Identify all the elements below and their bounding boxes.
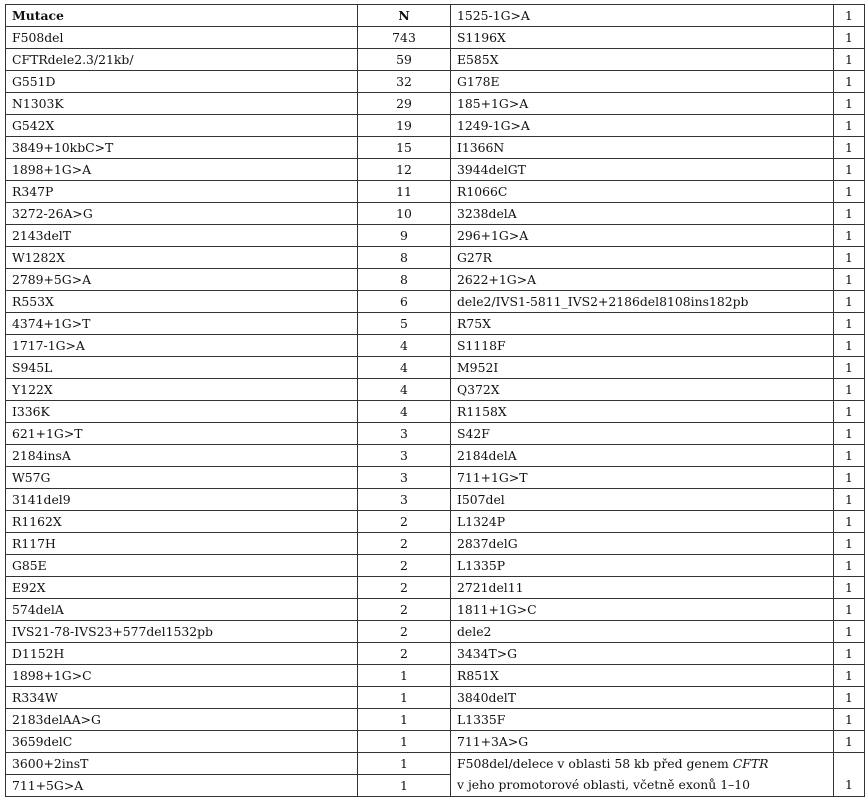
table-cell-n: 9 (358, 225, 451, 247)
table-row (6, 555, 865, 577)
table-cell-mutation: 3272-26A>G (6, 203, 358, 225)
table-cell-n: 1 (834, 159, 865, 181)
table-cell-mutation: 2143delT (6, 225, 358, 247)
table-cell-mutation: 2622+1G>A (451, 269, 834, 291)
table-row (6, 489, 865, 511)
table-cell-mutation: G178E (451, 71, 834, 93)
table-cell-mutation: 1249-1G>A (451, 115, 834, 137)
table-cell-mutation: 185+1G>A (451, 93, 834, 115)
table-cell-mutation: dele2/IVS1-5811_IVS2+2186del8108ins182pb (451, 291, 834, 313)
table-cell-n: 1 (834, 115, 865, 137)
table-row (6, 753, 865, 775)
table-row (6, 137, 865, 159)
table-cell-n: 1 (834, 467, 865, 489)
table-cell-mutation: 3238delA (451, 203, 834, 225)
table-cell-n: 1 (834, 49, 865, 71)
table-cell-n: 2 (358, 555, 451, 577)
table-cell-mutation: R334W (6, 687, 358, 709)
table-cell-n: 1 (834, 445, 865, 467)
table-cell-n: 1 (834, 27, 865, 49)
table-row (6, 115, 865, 137)
table-cell-mutation: CFTRdele2.3/21kb/ (6, 49, 358, 71)
table-row (6, 71, 865, 93)
table-cell-n: 1 (834, 643, 865, 665)
table-row (6, 731, 865, 753)
table-cell-mutation: 3434T>G (451, 643, 834, 665)
table-cell-n: 1 (358, 731, 451, 753)
table-row (6, 203, 865, 225)
table-cell-n: 1 (358, 709, 451, 731)
table-cell-n: 2 (358, 643, 451, 665)
table-cell-mutation: Q372X (451, 379, 834, 401)
table-cell-n: 1 (834, 379, 865, 401)
mutation-table (5, 4, 865, 797)
table-cell-mutation: E92X (6, 577, 358, 599)
table-cell-n: 1 (834, 357, 865, 379)
table-row (6, 313, 865, 335)
note-line1-text: F508del/delece v oblasti 58 kb před genem (457, 755, 733, 771)
table-cell-n: 1 (834, 137, 865, 159)
table-row (6, 225, 865, 247)
table-row (6, 269, 865, 291)
table-cell-n: 19 (358, 115, 451, 137)
table-cell-n: 4 (358, 401, 451, 423)
table-cell-n: 10 (358, 203, 451, 225)
table-cell-n: 1 (834, 533, 865, 555)
table-cell-n: 15 (358, 137, 451, 159)
table-cell-mutation: 711+1G>T (451, 467, 834, 489)
table-cell-mutation: R347P (6, 181, 358, 203)
table-cell-mutation: W1282X (6, 247, 358, 269)
table-cell-mutation: N1303K (6, 93, 358, 115)
table-cell-n: 1 (834, 511, 865, 533)
table-row (6, 159, 865, 181)
table-cell-mutation: G27R (451, 247, 834, 269)
table-cell-n: 8 (358, 269, 451, 291)
table-cell-mutation: R851X (451, 665, 834, 687)
table-cell-n: 4 (358, 335, 451, 357)
table-cell-n: 1 (834, 687, 865, 709)
table-cell-note: v jeho promotorové oblasti, včetně exonů 1–10 (451, 775, 834, 797)
table-cell-mutation: 2184insA (6, 445, 358, 467)
table-cell-n: 1 (834, 555, 865, 577)
table-cell-n: 1 (358, 775, 451, 797)
table-cell-mutation: L1335F (451, 709, 834, 731)
table-cell-mutation: 3840delT (451, 687, 834, 709)
table-cell-n: 1 (834, 665, 865, 687)
table-cell-n: 1 (834, 775, 865, 797)
table-cell-mutation: L1335P (451, 555, 834, 577)
table-cell-n: 1 (834, 577, 865, 599)
table-cell-n: 743 (358, 27, 451, 49)
table-cell-mutation: S1196X (451, 27, 834, 49)
table-header-row (6, 5, 865, 27)
table-cell-n: 1 (834, 269, 865, 291)
table-cell-n: 4 (358, 357, 451, 379)
table-cell-n: 1 (834, 731, 865, 753)
table-cell-mutation: 3849+10kbC>T (6, 137, 358, 159)
table-cell-mutation: G542X (6, 115, 358, 137)
table-cell-mutation: dele2 (451, 621, 834, 643)
table-cell-n: 11 (358, 181, 451, 203)
table-cell-n: 1 (834, 225, 865, 247)
table-row (6, 467, 865, 489)
table-cell-n: 1 (834, 93, 865, 115)
table-row (6, 379, 865, 401)
table-cell-n: 1 (834, 5, 865, 27)
table-cell-mutation: 4374+1G>T (6, 313, 358, 335)
table-cell-n: 3 (358, 423, 451, 445)
table-cell-mutation: E585X (451, 49, 834, 71)
table-cell-mutation: I507del (451, 489, 834, 511)
table-cell-mutation: 2721del11 (451, 577, 834, 599)
table-row (6, 27, 865, 49)
table-cell-mutation: S1118F (451, 335, 834, 357)
table-row (6, 665, 865, 687)
table-cell-mutation: R75X (451, 313, 834, 335)
table-cell-n: 4 (358, 379, 451, 401)
table-cell-n: 1 (834, 335, 865, 357)
table-cell-mutation: 3600+2insT (6, 753, 358, 775)
table-cell-mutation: 1525-1G>A (451, 5, 834, 27)
table-cell-n: 1 (834, 203, 865, 225)
table-cell-mutation: R553X (6, 291, 358, 313)
table-row (6, 49, 865, 71)
table-cell-n: 1 (834, 709, 865, 731)
table-cell-n: 1 (358, 665, 451, 687)
table-cell-mutation: R1158X (451, 401, 834, 423)
table-cell-mutation: 3944delGT (451, 159, 834, 181)
table-row (6, 577, 865, 599)
mutation-table-container (5, 4, 865, 797)
table-cell-n: 2 (358, 533, 451, 555)
table-cell-mutation: 621+1G>T (6, 423, 358, 445)
table-cell-mutation: 1898+1G>A (6, 159, 358, 181)
table-cell-n: 1 (834, 71, 865, 93)
table-row (6, 401, 865, 423)
table-cell-n: 3 (358, 467, 451, 489)
table-cell-mutation: 296+1G>A (451, 225, 834, 247)
table-cell-mutation: I1366N (451, 137, 834, 159)
table-row (6, 247, 865, 269)
table-cell-n: 1 (834, 489, 865, 511)
table-cell-mutation: D1152H (6, 643, 358, 665)
table-cell-n: 1 (834, 599, 865, 621)
table-row (6, 291, 865, 313)
table-row (6, 423, 865, 445)
table-cell-mutation: G551D (6, 71, 358, 93)
table-row (6, 511, 865, 533)
table-cell-n: 2 (358, 621, 451, 643)
table-cell-mutation: Y122X (6, 379, 358, 401)
table-row (6, 357, 865, 379)
table-cell-n: 1 (834, 401, 865, 423)
table-cell-mutation: G85E (6, 555, 358, 577)
table-cell-mutation: 3141del9 (6, 489, 358, 511)
table-row (6, 93, 865, 115)
table-row (6, 687, 865, 709)
table-cell-mutation: 711+3A>G (451, 731, 834, 753)
table-cell-mutation: 1717-1G>A (6, 335, 358, 357)
note-gene-name: CFTR (732, 755, 769, 771)
table-row (6, 181, 865, 203)
table-row (6, 709, 865, 731)
table-cell-mutation: 574delA (6, 599, 358, 621)
table-cell-mutation: 2789+5G>A (6, 269, 358, 291)
table-cell-n: 1 (834, 247, 865, 269)
table-cell-n: 1 (834, 291, 865, 313)
table-cell-n: 2 (358, 511, 451, 533)
table-cell-mutation: R117H (6, 533, 358, 555)
table-cell-n: 1 (834, 621, 865, 643)
table-cell-n: 1 (358, 687, 451, 709)
table-cell-mutation: 3659delC (6, 731, 358, 753)
table-cell-mutation: 711+5G>A (6, 775, 358, 797)
mutation-table-body (6, 5, 865, 753)
table-cell-note (451, 753, 834, 775)
table-row (6, 643, 865, 665)
table-cell-n: 12 (358, 159, 451, 181)
table-cell-n: 5 (358, 313, 451, 335)
table-cell-n: 59 (358, 49, 451, 71)
table-cell-mutation: I336K (6, 401, 358, 423)
table-cell-mutation: W57G (6, 467, 358, 489)
table-cell-mutation: 1811+1G>C (451, 599, 834, 621)
table-cell-mutation: IVS21-78-IVS23+577del1532pb (6, 621, 358, 643)
table-cell-n: 6 (358, 291, 451, 313)
table-cell-mutation: 2183delAA>G (6, 709, 358, 731)
header-n: N (358, 5, 451, 27)
table-cell-n: 1 (358, 753, 451, 775)
table-cell-mutation: 2837delG (451, 533, 834, 555)
table-cell-mutation: L1324P (451, 511, 834, 533)
table-row (6, 775, 865, 797)
table-cell-n: 29 (358, 93, 451, 115)
table-cell-n: 1 (834, 313, 865, 335)
table-row (6, 599, 865, 621)
table-cell-n: 8 (358, 247, 451, 269)
table-cell-n: 32 (358, 71, 451, 93)
table-cell-mutation: S945L (6, 357, 358, 379)
table-cell-n: 2 (358, 599, 451, 621)
table-cell-mutation: 1898+1G>C (6, 665, 358, 687)
table-cell-n: 1 (834, 423, 865, 445)
table-cell-mutation: F508del (6, 27, 358, 49)
table-cell-mutation: R1066C (451, 181, 834, 203)
table-cell-mutation: S42F (451, 423, 834, 445)
table-row (6, 533, 865, 555)
table-cell-mutation: R1162X (6, 511, 358, 533)
table-cell-mutation: M952I (451, 357, 834, 379)
mutation-table-tail (6, 753, 865, 797)
header-mutation: Mutace (6, 5, 358, 27)
table-cell-mutation: 2184delA (451, 445, 834, 467)
table-cell-n: 3 (358, 489, 451, 511)
table-cell-n (834, 753, 865, 775)
table-row (6, 445, 865, 467)
table-row (6, 335, 865, 357)
table-row (6, 621, 865, 643)
table-cell-n: 3 (358, 445, 451, 467)
table-cell-n: 2 (358, 577, 451, 599)
table-cell-n: 1 (834, 181, 865, 203)
